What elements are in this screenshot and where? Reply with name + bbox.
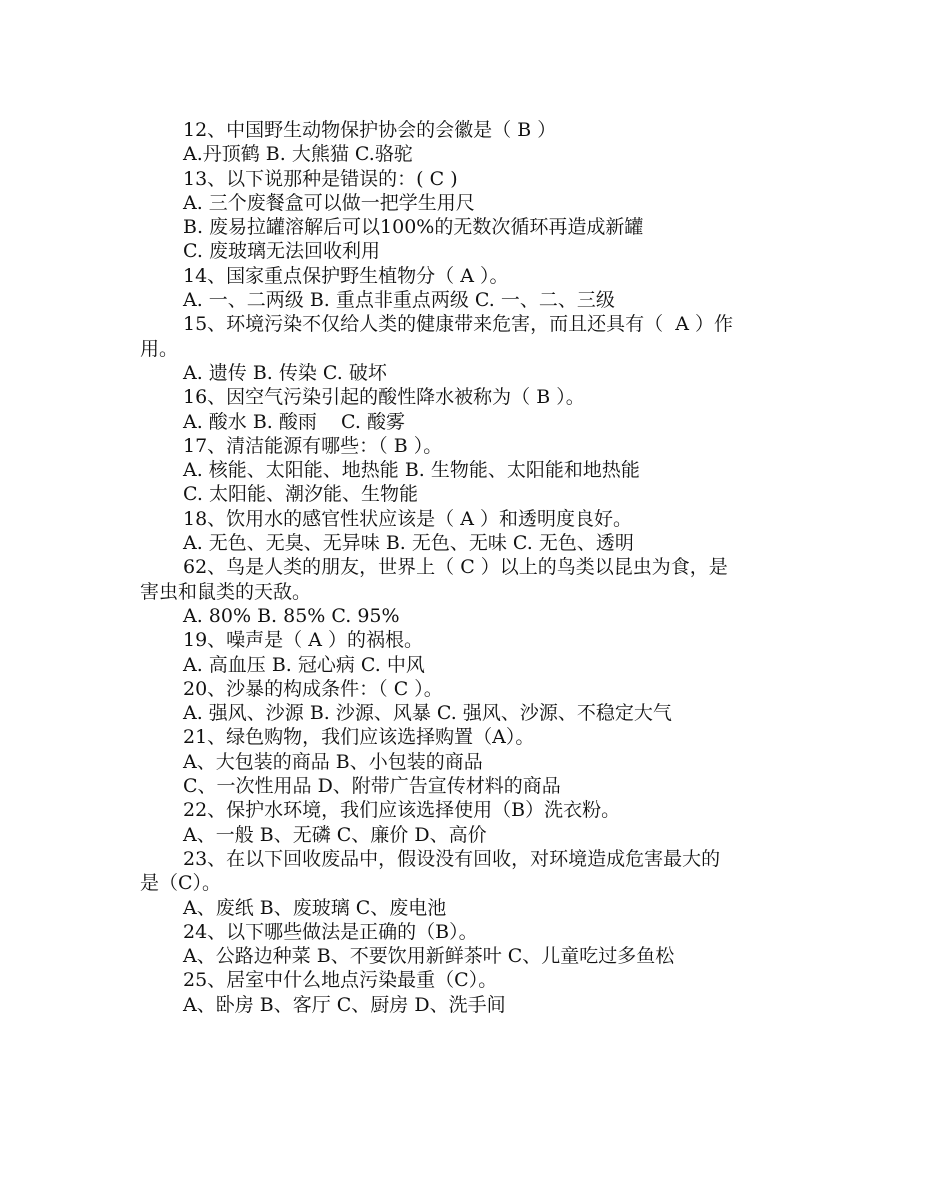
answer-options-22: A、一般 B、无磷 C、廉价 D、高价 bbox=[183, 823, 487, 846]
answer-options-23: A、废纸 B、废玻璃 C、废电池 bbox=[183, 896, 447, 919]
question-line-25: 25、居室中什么地点污染最重（C）。 bbox=[183, 969, 498, 992]
question-line-14: 14、国家重点保护野生植物分（ A ）。 bbox=[183, 264, 509, 287]
answer-options-14: A. 一、二两级 B. 重点非重点两级 C. 一、二、三级 bbox=[183, 289, 615, 312]
question-line-12: 12、中国野生动物保护协会的会徽是（ B ） bbox=[183, 119, 557, 141]
question-line-20: 20、沙暴的构成条件：（ C ）。 bbox=[183, 677, 443, 700]
question-line-62: 62、鸟是人类的朋友，世界上（ C ）以上的鸟类以昆虫为食，是 bbox=[183, 556, 728, 579]
question-line-22: 22、保护水环境，我们应该选择使用（B）洗衣粉。 bbox=[183, 799, 621, 822]
answer-options-17a: A. 核能、太阳能、地热能 B. 生物能、太阳能和地热能 bbox=[183, 459, 640, 482]
answer-option-13a: A. 三个废餐盒可以做一把学生用尺 bbox=[183, 191, 475, 214]
answer-option-13c: C. 废玻璃无法回收利用 bbox=[183, 240, 380, 263]
question-line-15: 15、环境污染不仅给人类的健康带来危害，而且还具有（ A ）作 bbox=[183, 313, 734, 336]
answer-options-20: A. 强风、沙源 B. 沙源、风暴 C. 强风、沙源、不稳定大气 bbox=[183, 702, 672, 725]
question-line-17: 17、清洁能源有哪些：（ B ）。 bbox=[183, 434, 443, 457]
answer-options-12: A.丹顶鹤 B. 大熊猫 C.骆驼 bbox=[183, 143, 413, 166]
answer-options-18: A. 无色、无臭、无异味 B. 无色、无味 C. 无色、透明 bbox=[183, 532, 634, 555]
question-line-23-continued: 是（C）。 bbox=[140, 872, 222, 895]
question-line-23: 23、在以下回收废品中，假设没有回收，对环境造成危害最大的 bbox=[183, 847, 721, 870]
question-line-62-continued: 害虫和鼠类的天敌。 bbox=[140, 580, 312, 603]
question-line-21: 21、绿色购物，我们应该选择购置（A）。 bbox=[183, 726, 535, 749]
question-line-15-continued: 用。 bbox=[140, 337, 179, 360]
answer-options-25: A、卧房 B、客厅 C、厨房 D、洗手间 bbox=[183, 993, 506, 1016]
answer-options-17b: C. 太阳能、潮汐能、生物能 bbox=[183, 483, 418, 506]
answer-options-15: A. 遗传 B. 传染 C. 破坏 bbox=[183, 361, 387, 384]
answer-options-16: A. 酸水 B. 酸雨 C. 酸雾 bbox=[183, 410, 405, 433]
question-line-13: 13、以下说那种是错误的：( C ) bbox=[183, 167, 458, 190]
question-line-18: 18、饮用水的感官性状应该是（ A ）和透明度良好。 bbox=[183, 507, 632, 530]
answer-options-21b: C、一次性用品 D、附带广告宣传材料的商品 bbox=[183, 775, 561, 798]
answer-options-19: A. 高血压 B. 冠心病 C. 中风 bbox=[183, 653, 425, 676]
answer-option-13b: B. 废易拉罐溶解后可以100%的无数次循环再造成新罐 bbox=[183, 216, 644, 239]
question-line-16: 16、因空气污染引起的酸性降水被称为（ B ）。 bbox=[183, 386, 585, 409]
answer-options-24: A、公路边种菜 B、不要饮用新鲜茶叶 C、儿童吃过多鱼松 bbox=[183, 945, 675, 968]
document-body bbox=[140, 118, 815, 1017]
question-line-24: 24、以下哪些做法是正确的（B）。 bbox=[183, 920, 478, 943]
answer-options-21a: A、大包装的商品 B、小包装的商品 bbox=[183, 750, 483, 773]
answer-options-62: A. 80% B. 85% C. 95% bbox=[183, 604, 400, 627]
question-line-19: 19、噪声是（ A ）的祸根。 bbox=[183, 629, 423, 652]
